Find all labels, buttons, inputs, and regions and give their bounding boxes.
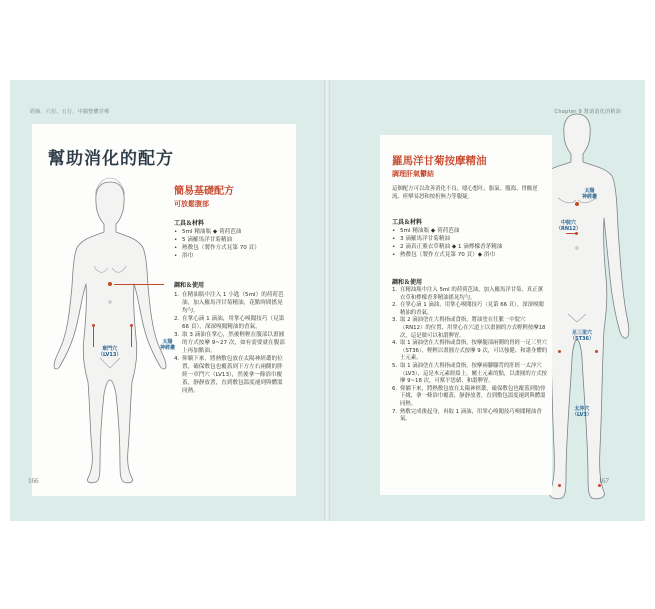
list-item: • 熱敷包（製作方式見第 70 頁） bbox=[174, 245, 260, 251]
right-content-card bbox=[380, 135, 552, 495]
tools-heading-right: 工具＆材料 bbox=[392, 219, 423, 226]
list-item: 2. 在掌心滴 1 滴油，用掌心嗅聞技巧（見第 66 頁），深深嗅聞精油的香氣。 bbox=[174, 316, 285, 330]
tools-list bbox=[174, 228, 286, 260]
rn12-label: 中脘穴 （RN12） bbox=[556, 220, 581, 232]
recipe-title: 簡易基礎配方 bbox=[174, 186, 234, 197]
solar-plexus-point-right bbox=[575, 202, 579, 206]
list-item: • 5ml 精油瓶 ◆ 荷荷芭油 bbox=[392, 228, 460, 234]
list-item: • 5 滴羅馬洋甘菊精油 bbox=[174, 237, 233, 243]
lv13-leader-right bbox=[131, 327, 132, 347]
list-item: 4. 取 1 滴油塗在大拇指或食指，按摩腿部兩側的胃經一足三里穴（ST36），輕輕以畫圓方式按摩 9 次，可以強健、和諧身體的土元素。 bbox=[392, 340, 548, 362]
left-content-card bbox=[32, 124, 296, 496]
list-item: • 3 滴羅馬洋甘菊精油 bbox=[392, 236, 451, 242]
lv13-leader-left bbox=[93, 327, 94, 347]
list-item: 2. 在掌心滴 1 滴油，用掌心嗅聞技巧（見第 66 頁），深深嗅聞精油的香氣。 bbox=[392, 302, 544, 316]
list-item: 4. 仰躺下來，將熱敷包放在太陽神經叢的位置，確保敷包也覆蓋到下方左右兩側的胖經一章門穴（LV13），然後拿一條浴巾覆蓋，靜靜放著，直到敷包溫度褪到與體溫同熱。 bbox=[174, 356, 283, 394]
st36-point-left bbox=[558, 350, 561, 353]
steps-heading: 調和＆使用 bbox=[174, 282, 205, 289]
female-body-figure bbox=[40, 168, 180, 490]
lv3-label: 太沖穴 （LV3） bbox=[572, 406, 592, 418]
st36-point-right bbox=[595, 350, 598, 353]
lv3-point-left bbox=[558, 484, 561, 487]
steps-list-right bbox=[392, 287, 548, 424]
recipe-subtitle: 可放鬆腹部 bbox=[174, 200, 209, 208]
left-page bbox=[10, 80, 324, 521]
list-item: 3. 取 2 滴油塗在大拇指或食指，將油塗在任脈一中脘穴（RN12）的位置，用掌心在穴道上以畫圓的方式輕輕按摩18次，這是做可以和諧脾胃。 bbox=[392, 317, 546, 339]
rn12-leader bbox=[566, 233, 576, 234]
list-item: • 2 滴真正薰衣草精油 ◆ 1 滴檸檬香茅精油 bbox=[392, 244, 503, 250]
recipe-title-right: 羅馬洋甘菊按摩精油 bbox=[392, 155, 487, 167]
left-running-header: 經絡、穴位、五行，中醫整體芳療 bbox=[30, 109, 110, 115]
recipe-subtitle-right: 調理肝氣鬱結 bbox=[392, 170, 434, 178]
list-item: 7. 熱敷完成後起身，再取 1 滴油，用掌心嗅聞技巧嗅聞精油香氣。 bbox=[392, 408, 542, 423]
page-title: 幫助消化的配方 bbox=[48, 149, 174, 169]
solar-plexus-point bbox=[108, 282, 112, 286]
steps-heading-right: 調和＆使用 bbox=[392, 279, 423, 286]
solar-plexus-leader bbox=[114, 284, 164, 285]
right-running-header: Chapter 9 幫助消化的精油 bbox=[554, 109, 621, 115]
recipe-intro: 這個配方可以改善消化不良、噁心想吐、脹氣、腹瀉、胃酸逆流、痙攣易怒和按折無力等腹疑。 bbox=[392, 186, 538, 200]
tools-list-right bbox=[392, 227, 548, 259]
list-item: 1. 在精油瓶中注入 1 小匙（5ml）的荷荷芭油，加入羅馬洋甘菊精油，花點時間搖晃均勻。 bbox=[174, 292, 284, 314]
list-item: 6. 仰躺下來，將熱敷包放在太陽神經叢，確保敷包也覆蓋到肋骨下緣，拿一條浴巾覆蓋，靜靜放著，直到敷包溫度褪到與體溫同熱。 bbox=[392, 385, 546, 407]
solar-plexus-label: 太陽 神經叢 bbox=[160, 339, 176, 351]
list-item: • 熱敷包（製作方式見第 70 頁）◆ 浴巾 bbox=[392, 252, 496, 258]
list-item: 5. 取 1 滴油塗在大拇指或食指，按摩兩腳腳背的肝經一太沖穴（LV3），這是木元素經絡上，屬土元素的點，以畫圓的方式按摩 9~18 次，可幫平思緒、和諧脾胃。 bbox=[392, 362, 547, 385]
tools-heading: 工具＆材料 bbox=[174, 220, 205, 227]
list-item: • 浴巾 bbox=[174, 253, 194, 259]
book-spread bbox=[10, 80, 645, 521]
list-item: 1. 在精油瓶中注入 5ml 的荷荷芭油，加入羅馬洋甘菊、真正薰衣草和檸檬香茅精油搖晃均勻。 bbox=[392, 287, 543, 301]
lv13-label: 章門穴 （LV13） bbox=[98, 346, 122, 358]
page-number-right: 167 bbox=[598, 477, 609, 485]
st36-label: 足三里穴 （ST36） bbox=[570, 330, 594, 342]
list-item: 3. 取 3 滴油在掌心，然後輕輕在腹部以畫圓的方式按摩 9~27 次，如有需要就在腹部上再加點油。 bbox=[174, 332, 285, 354]
page-number: 166 bbox=[28, 477, 39, 485]
steps-list bbox=[174, 291, 288, 395]
list-item: • 5ml 精油瓶 ◆ 荷荷芭油 bbox=[174, 229, 242, 235]
solar-plexus-label-right: 太陽 神經叢 bbox=[582, 188, 598, 200]
right-page bbox=[330, 80, 645, 521]
